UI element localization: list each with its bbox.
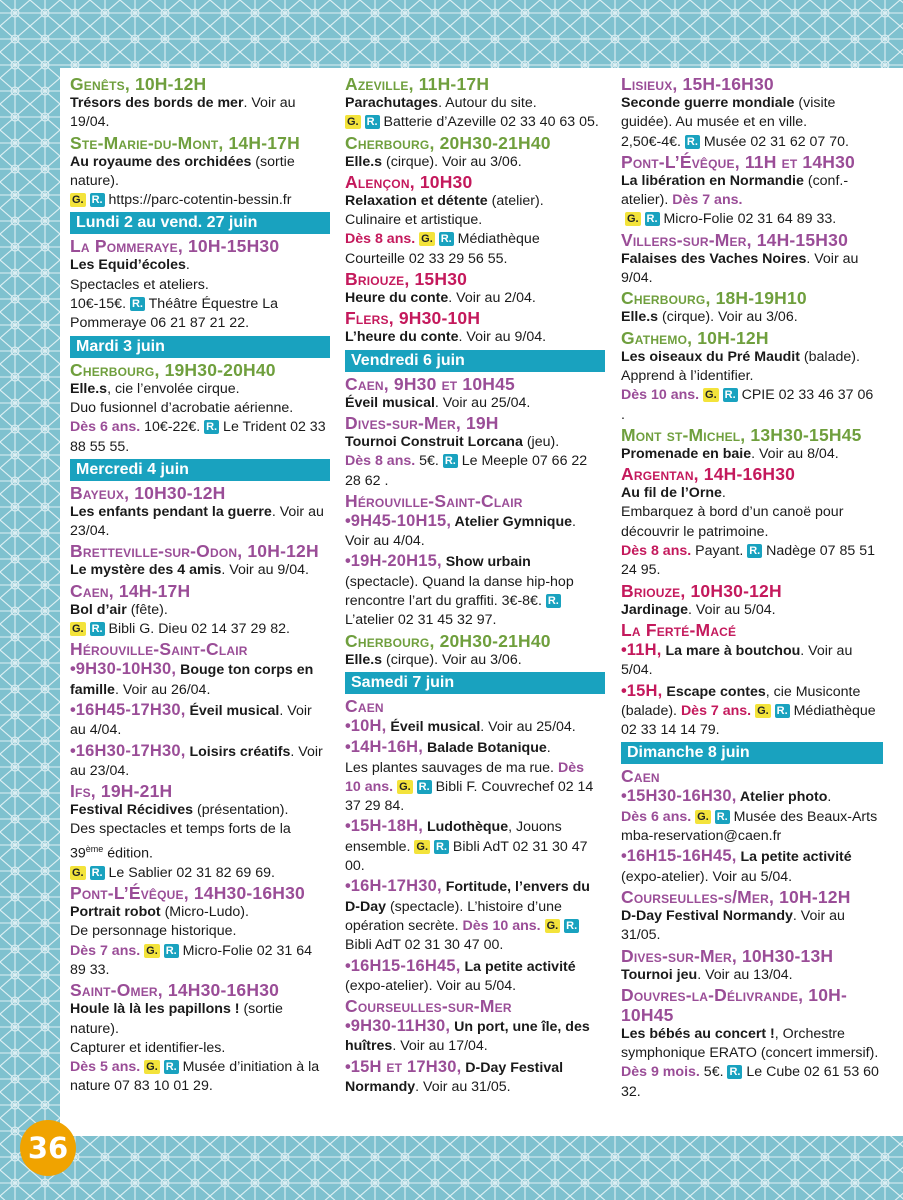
event-title: Flers, 9H30-10H <box>345 308 481 329</box>
event-text: •9H30-11H30, Un port, une île, des huîtres. Voir au 17/04. <box>345 1017 590 1055</box>
event-text: Les oiseaux du Pré Maudit (balade). Apprend à l’identifier. Dès 10 ans. G. R. CPIE 02 33 46 37 06 . <box>621 348 874 423</box>
r-icon: R. <box>724 389 736 402</box>
event-text: La libération en Normandie (conf.-atelier). Dès 7 ans. G. R. Micro-Folie 02 31 64 89 33. <box>621 172 849 228</box>
event-text: •19H-20H15, Show urbain (spectacle). Quand la danse hip-hop rencontre l’art du graffiti. 3€-8€. R. L’atelier 02 31 45 32 97. <box>345 552 574 629</box>
event-text: •16H15-16H45, La petite activité (expo-atelier). Voir au 5/04. <box>621 847 852 885</box>
event-text: Elle.s, cie l’envolée cirque. Duo fusionnel d’acrobatie aérienne. Dès 6 ans. 10€-22€. R. Le Trident 02 33 88 55 55. <box>70 380 326 455</box>
day-header: Mercredi 4 juin <box>70 459 330 481</box>
event-text: Portrait robot (Micro-Ludo). De personnage historique. Dès 7 ans. G. R. Micro-Folie 02 31 64 89 33. <box>70 904 312 978</box>
event-title: Ste-Marie-du-Mont, 14H-17H <box>70 132 300 153</box>
r-icon: R. <box>131 298 143 311</box>
event-title: Lisieux, 15H-16H30 <box>621 74 774 94</box>
r-icon: R. <box>91 866 103 879</box>
event-text: Trésors des bords de mer. Voir au 19/04. <box>70 95 296 131</box>
event-title: Dives-sur-Mer, 19H <box>345 412 499 433</box>
column-2 <box>345 74 601 1097</box>
event-title: Villers-sur-Mer, 14H-15H30 <box>621 229 849 250</box>
g-icon: G. <box>72 194 84 207</box>
event-title: Courseulles-sur-Mer <box>345 996 512 1017</box>
r-icon: R. <box>729 1066 741 1079</box>
r-icon: R. <box>435 840 447 853</box>
event-title: La Pommeraye, 10H-15H30 <box>70 236 280 257</box>
event-text: Elle.s (cirque). Voir au 3/06. <box>345 153 522 170</box>
event-text: Éveil musical. Voir au 25/04. <box>345 394 531 411</box>
g-icon: G. <box>72 623 84 636</box>
g-icon: G. <box>347 116 359 129</box>
event-title: Pont-L’Évêque, 14H30-16H30 <box>70 883 305 904</box>
event-text: Les Equid’écoles. Spectacles et ateliers. 10€-15€. R. Théâtre Équestre La Pommeraye 06 21 87 21 22. <box>70 257 278 332</box>
r-icon: R. <box>91 623 103 636</box>
g-icon: G. <box>399 780 411 793</box>
column-1 <box>70 74 326 1097</box>
g-icon: G. <box>705 389 717 402</box>
event-text: Au fil de l’Orne. Embarquez à bord d’un canoë pour découvrir le patrimoine. Dès 8 ans. Payant. R. Nadège 07 85 51 24 95. <box>621 485 876 579</box>
g-icon: G. <box>757 704 769 717</box>
r-icon: R. <box>646 213 658 226</box>
r-icon: R. <box>444 455 456 468</box>
event-text: Festival Récidives (présentation). Des spectacles et temps forts de la 39ème édition. G. R. Le Sablier 02 31 82 69 69. <box>70 802 291 881</box>
event-title: Azeville, 11H-17H <box>345 74 490 94</box>
event-title: Courseulles-s/Mer, 10H-12H <box>621 886 851 907</box>
event-text: Falaises des Vaches Noires. Voir au 9/04. <box>621 250 859 287</box>
event-title: Cherbourg, 20H30-21H40 <box>345 132 551 153</box>
event-text: •15H30-16H30, Atelier photo. Dès 6 ans. G. R. Musée des Beaux-Arts mba-reservation@caen.fr <box>621 787 878 845</box>
event-title: Caen, 14H-17H <box>70 580 191 601</box>
day-header: Dimanche 8 juin <box>621 742 883 764</box>
r-icon: R. <box>366 116 378 129</box>
g-icon: G. <box>697 810 709 823</box>
g-icon: G. <box>626 213 639 226</box>
event-text: Relaxation et détente (atelier). Culinaire et artistique. Dès 8 ans. G. R. Médiathèque Courteille 02 33 29 56 55. <box>345 192 544 267</box>
event-title: Alençon, 10H30 <box>345 171 473 192</box>
day-header: Samedi 7 juin <box>345 672 605 694</box>
g-icon: G. <box>146 1061 158 1074</box>
column-3 <box>621 74 879 1102</box>
event-text: Jardinage. Voir au 5/04. <box>621 601 776 618</box>
event-text: Bol d’air (fête). G. R. Bibli G. Dieu 02 14 37 29 82. <box>70 601 290 638</box>
event-title: Pont-L’Évêque, 11H et 14H30 <box>621 151 855 172</box>
g-icon: G. <box>546 919 559 932</box>
event-title: Gathemo, 10H-12H <box>621 327 769 348</box>
event-title: Caen <box>345 695 384 716</box>
event-text: L’heure du conte. Voir au 9/04. <box>345 329 547 346</box>
event-text: •15H-18H, Ludothèque, Jouons ensemble. G. R. Bibli AdT 02 31 30 47 00. <box>345 817 588 875</box>
event-title: Bayeux, 10H30-12H <box>70 482 226 503</box>
r-icon: R. <box>776 704 788 717</box>
event-text: •9H30-10H30, Bouge ton corps en famille. Voir au 26/04. <box>70 660 314 698</box>
g-icon: G. <box>72 866 84 879</box>
event-title: Cherbourg, 19H30-20H40 <box>70 359 276 380</box>
event-text: Elle.s (cirque). Voir au 3/06. <box>621 309 798 326</box>
event-title: Dives-sur-Mer, 10H30-13H <box>621 945 834 966</box>
day-header: Lundi 2 au vend. 27 juin <box>70 212 330 234</box>
event-text: Houle là là les papillons ! (sortie nature). Capturer et identifier-les. Dès 5 ans. G. R. Musée d’initiation à la nature 07 83 10 01 29. <box>70 1001 320 1095</box>
event-text: Tournoi Construit Lorcana (jeu). Dès 8 ans. 5€. R. Le Meeple 07 66 22 28 62 . <box>345 433 588 489</box>
event-text: Seconde guerre mondiale (visite guidée). Au musée et en ville. 2,50€-4€. R. Musée 02 31 62 07 70. <box>621 95 849 150</box>
r-icon: R. <box>547 595 559 608</box>
event-text: •15H, Escape contes, cie Musiconte (balade). Dès 7 ans. G. R. Médiathèque 02 33 14 14 79. <box>621 681 876 739</box>
g-icon: G. <box>416 840 429 853</box>
event-text: Heure du conte. Voir au 2/04. <box>345 290 536 307</box>
event-text: Les enfants pendant la guerre. Voir au 23/04. <box>70 503 324 540</box>
event-text: Promenade en baie. Voir au 8/04. <box>621 445 839 462</box>
content-page <box>60 68 903 1136</box>
event-title: Douvres-la-Délivrande, 10H-10H45 <box>621 984 847 1025</box>
event-text: •16H-17H30, Fortitude, l’envers du D-Day (spectacle). L’histoire d’une opération secrète. Dès 10 ans. G. R. Bibli AdT 02 31 30 47 00. <box>345 877 590 954</box>
event-title: Ifs, 19H-21H <box>70 781 173 802</box>
g-icon: G. <box>421 233 433 246</box>
r-icon: R. <box>749 545 761 558</box>
r-icon: R. <box>165 1061 177 1074</box>
event-text: Elle.s (cirque). Voir au 3/06. <box>345 651 522 668</box>
event-title: Genêts, 10H-12H <box>70 74 207 94</box>
event-title: Briouze, 10H30-12H <box>621 580 782 601</box>
g-icon: G. <box>146 944 158 957</box>
event-text: Au royaume des orchidées (sortie nature). G. R. https://parc-cotentin-bessin.fr <box>70 153 295 209</box>
event-text: Le mystère des 4 amis. Voir au 9/04. <box>70 562 309 579</box>
event-title: Argentan, 14H-16H30 <box>621 464 796 485</box>
page-number: 36 <box>20 1120 76 1176</box>
event-text: •9H45-10H15, Atelier Gymnique. Voir au 4/04. <box>345 511 576 550</box>
r-icon: R. <box>165 944 177 957</box>
r-icon: R. <box>206 421 218 434</box>
event-title: La Ferté-Macé <box>621 619 737 640</box>
r-icon: R. <box>566 919 578 932</box>
day-header: Vendredi 6 juin <box>345 350 605 372</box>
event-title: Cherbourg, 20H30-21H40 <box>345 630 551 651</box>
event-title: Caen <box>621 766 660 787</box>
event-text: Les bébés au concert !, Orchestre symphonique ERATO (concert immersif). Dès 9 mois. 5€. R. Le Cube 02 61 53 60 32. <box>621 1025 879 1100</box>
r-icon: R. <box>418 780 430 793</box>
event-text: •10H, Éveil musical. Voir au 25/04. <box>345 716 576 735</box>
event-text: •14H-16H, Balade Botanique. Les plantes sauvages de ma rue. Dès 10 ans. G. R. Bibli F. Couvrechef 02 14 37 29 84. <box>345 738 594 815</box>
event-title: Mont st-Michel, 13H30-15H45 <box>621 424 862 445</box>
r-icon: R. <box>716 810 728 823</box>
event-title: Briouze, 15H30 <box>345 269 468 290</box>
event-text: •16H15-16H45, La petite activité (expo-atelier). Voir au 5/04. <box>345 956 576 994</box>
event-title: Saint-Omer, 14H30-16H30 <box>70 980 280 1001</box>
event-text: •11H, La mare à boutchou. Voir au 5/04. <box>621 640 853 679</box>
event-text: •16H30-17H30, Loisirs créatifs. Voir au 23/04. <box>70 741 323 779</box>
r-icon: R. <box>686 135 698 148</box>
event-text: •16H45-17H30, Éveil musical. Voir au 4/04. <box>70 700 312 739</box>
event-text: D-Day Festival Normandy. Voir au 31/05. <box>621 907 845 944</box>
r-icon: R. <box>440 233 452 246</box>
r-icon: R. <box>91 194 103 207</box>
event-text: •15H et 17H30, D-Day Festival Normandy. Voir au 31/05. <box>345 1057 564 1095</box>
event-title: Hérouville-Saint-Clair <box>70 639 248 660</box>
event-title: Hérouville-Saint-Clair <box>345 490 523 511</box>
event-text: Tournoi jeu. Voir au 13/04. <box>621 966 793 983</box>
event-title: Caen, 9H30 et 10H45 <box>345 373 515 394</box>
event-text: Parachutages. Autour du site. G. R. Batterie d’Azeville 02 33 40 63 05. <box>345 95 599 131</box>
event-title: Cherbourg, 18H-19H10 <box>621 288 807 309</box>
event-title: Bretteville-sur-Odon, 10H-12H <box>70 541 319 562</box>
day-header: Mardi 3 juin <box>70 336 330 358</box>
